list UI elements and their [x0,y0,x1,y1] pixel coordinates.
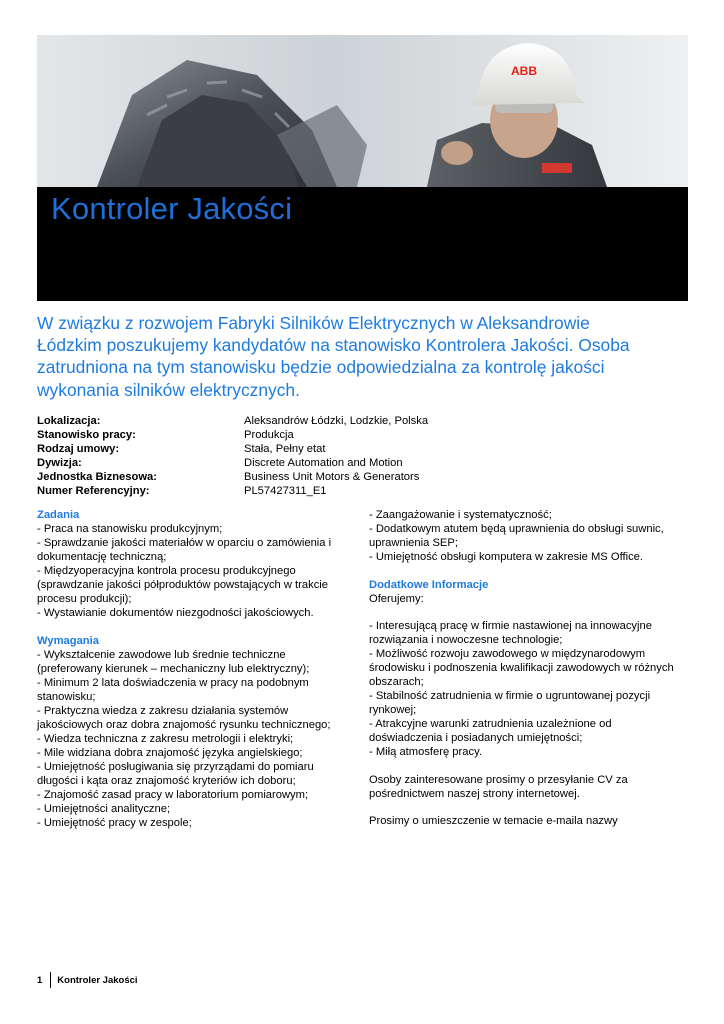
footer-title: Kontroler Jakości [57,974,138,986]
text-line: dokumentację techniczną; [37,551,167,563]
text-line: - Praca na stanowisku produkcyjnym; [37,523,223,535]
closing-line: Prosimy o umieszczenie w temacie e-maila nazwy [369,815,618,827]
text-line: - Wiedza techniczna z zakresu metrologii i elektryki; [37,732,294,745]
text-line: - Umiejętność obsługi komputera w zakresie MS Office. [369,551,643,563]
detail-row [37,442,657,456]
text-line: Osoby zainteresowane prosimy o przesyłanie CV za [369,773,628,786]
text-line: - Minimum 2 lata doświadczenia w pracy na podobnym [37,676,309,689]
text-line: - Znajomość zasad pracy w laboratorium pomiarowym; [37,788,309,801]
text-line: - Międzyoperacyjna kontrola procesu produkcyjnego [37,565,296,577]
detail-value: Discrete Automation and Motion [244,457,403,469]
left-column [37,508,342,830]
detail-label: Dywizja: [37,457,82,469]
page-number: 1 [37,974,43,986]
info-heading: Dodatkowe Informacje [369,578,489,591]
text-line: - Umiejętności analityczne; [37,802,171,815]
text-line: środowisku i podnoszenia kwalifikacji zawodowych w różnych [369,662,674,674]
wymagania-list [37,648,342,830]
footer-divider [50,972,51,988]
text-line: obszarach; [369,676,424,688]
detail-value: Business Unit Motors & Generators [244,471,420,483]
page-footer [37,972,138,988]
wymagania-continued-list [369,508,679,564]
text-line: - Umiejętność posługiwania się przyrządami do pomiaru [37,760,314,773]
text-line: - Stabilność zatrudnienia w firmie o ugruntowanej pozycji [369,690,651,702]
detail-value: Aleksandrów Łódzki, Lodzkie, Polska [244,415,429,427]
text-line: - Zaangażowanie i systematyczność; [369,509,552,521]
text-line: - Miłą atmosferę pracy. [369,746,482,758]
detail-label: Jednostka Biznesowa: [37,471,157,483]
text-line: - Praktyczna wiedza z zakresu działania systemów [37,704,289,717]
zadania-list [37,522,342,620]
worker-photo-illustration [37,35,688,187]
text-line: uprawnienia SEP; [369,537,458,549]
page-title: Kontroler Jakości [51,191,293,226]
detail-row [37,456,657,470]
text-line: rozwiązania i nowoczesne technologie; [369,634,563,646]
text-line: (preferowany kierunek – mechaniczny lub elektryczny); [37,662,310,675]
title-band [37,187,688,301]
text-line: - Wykształcenie zawodowe lub średnie techniczne [37,648,286,661]
offer-intro: Oferujemy: [369,592,424,605]
text-line: rynkowej; [369,704,417,716]
apply-paragraph [369,773,679,801]
wymagania-heading: Wymagania [37,634,99,647]
detail-value: Stała, Pełny etat [244,443,326,455]
detail-row [37,484,657,498]
helmet-logo: ABB [511,64,537,78]
text-line: - Możliwość rozwoju zawodowego w międzynarodowym [369,648,646,660]
text-line: - Wystawianie dokumentów niezgodności jakościowych. [37,607,314,619]
detail-value: Produkcja [244,429,294,441]
zadania-heading: Zadania [37,509,80,521]
text-line: doświadczenia i posiadanych umiejętności; [369,732,583,744]
text-line: - Mile widziana dobra znajomość języka angielskiego; [37,746,303,759]
text-line: procesu produkcji); [37,593,132,605]
detail-row [37,470,657,484]
intro-paragraph: W związku z rozwojem Fabryki Silników Elektrycznych w Aleksandrowie Łódzkim poszukujemy kandydatów na stanowisko Kontrolera Jakości. Osoba zatrudniona na tym stanowisku będzie odpowiedzialna za kontrolę jakości wykonania silników elektrycznych. [37,313,630,400]
text-line: - Sprawdzanie jakości materiałów w oparciu o zamówienia i [37,537,332,549]
detail-row [37,428,657,442]
text-line: - Umiejętność pracy w zespole; [37,816,192,829]
text-line: (sprawdzanie jakości półproduktów powstających w trakcie [37,579,329,591]
offer-list [369,619,679,759]
text-line: - Atrakcyjne warunki zatrudnienia uzależnione od [369,718,612,730]
detail-label: Stanowisko pracy: [37,429,136,441]
text-line: długości i kąta oraz znajomość kryteriów ich doboru; [37,774,296,787]
text-line: - Dodatkowym atutem będą uprawnienia do obsługi suwnic, [369,523,664,535]
text-line: stanowisku; [37,690,96,703]
text-line: pośrednictwem naszej strony internetowej. [369,787,580,800]
detail-value: PL57427311_E1 [244,485,327,497]
detail-label: Numer Referencyjny: [37,485,150,497]
right-column [369,508,679,828]
detail-row [37,414,657,428]
header-photo [37,35,688,187]
job-details-table [37,414,657,498]
detail-label: Rodzaj umowy: [37,443,120,455]
text-line: - Interesującą pracę w firmie nastawionej na innowacyjne [369,620,652,632]
text-line: jakościowych oraz dobra znajomość rysunku technicznego; [37,718,331,731]
detail-label: Lokalizacja: [37,415,101,427]
